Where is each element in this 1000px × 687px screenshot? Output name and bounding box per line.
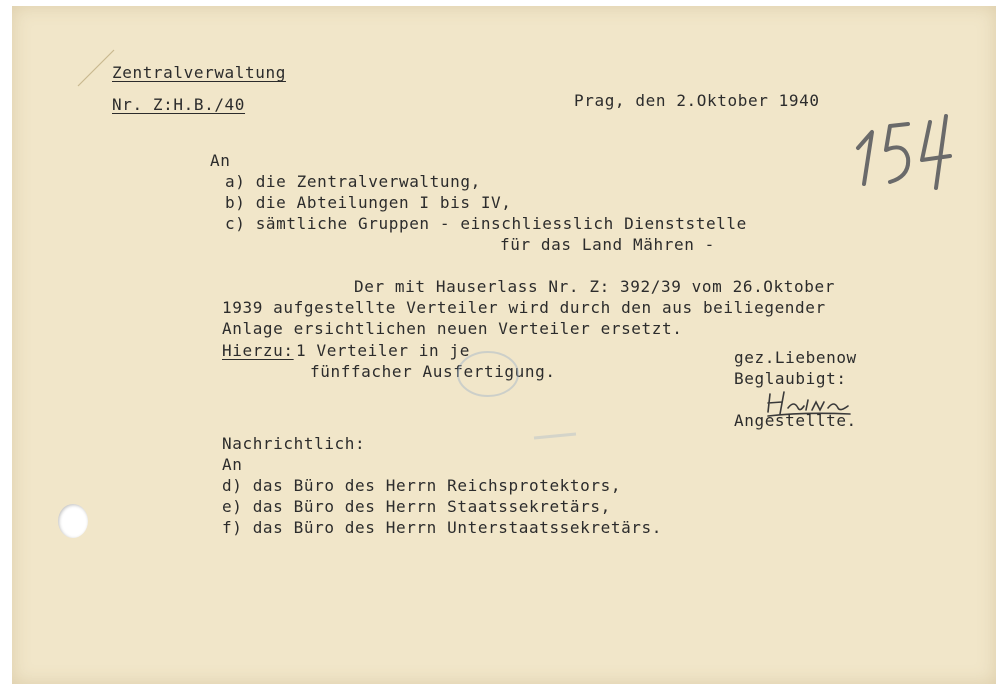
signer-role: Angestellte. <box>734 411 857 430</box>
pencil-archive-number <box>850 102 970 192</box>
office-heading: Zentralverwaltung <box>112 63 286 82</box>
cc-item-e: e) das Büro des Herrn Staatssekretärs, <box>222 497 611 516</box>
body-line-3: Anlage ersichtlichen neuen Verteiler ersetzt. <box>222 319 683 338</box>
enclosure-label: Hierzu: <box>222 341 294 360</box>
pencil-number-drawing <box>850 102 970 192</box>
cc-item-f: f) das Büro des Herrn Unterstaatssekretärs. <box>222 518 663 537</box>
place-date: Prag, den 2.Oktober 1940 <box>574 91 820 110</box>
recipient-a: a) die Zentralverwaltung, <box>225 172 481 191</box>
cc-intro: An <box>222 455 243 474</box>
certified-label: Beglaubigt: <box>734 369 847 388</box>
body-line-1: Der mit Hauserlass Nr. Z: 392/39 vom 26.Oktober <box>354 277 835 296</box>
recipient-c: c) sämtliche Gruppen - einschliesslich Dienststelle <box>225 214 747 233</box>
faded-stamp <box>452 346 582 456</box>
recipient-b: b) die Abteilungen I bis IV, <box>225 193 512 212</box>
letter-sheet <box>12 6 996 684</box>
recipients-intro: An <box>210 151 231 170</box>
punch-hole <box>58 504 88 538</box>
recipient-c-continued: für das Land Mähren - <box>500 235 715 254</box>
enclosure-text-2: fünffacher Ausfertigung. <box>310 362 556 381</box>
cc-title: Nachrichtlich: <box>222 434 366 453</box>
signed-by: gez.Liebenow <box>734 348 857 367</box>
reference-number: Nr. Z:H.B./40 <box>112 95 246 114</box>
enclosure-text: 1 Verteiler in je <box>296 341 470 360</box>
body-line-2: 1939 aufgestellte Verteiler wird durch den aus beiliegender <box>222 298 826 317</box>
cc-item-d: d) das Büro des Herrn Reichsprotektors, <box>222 476 622 495</box>
